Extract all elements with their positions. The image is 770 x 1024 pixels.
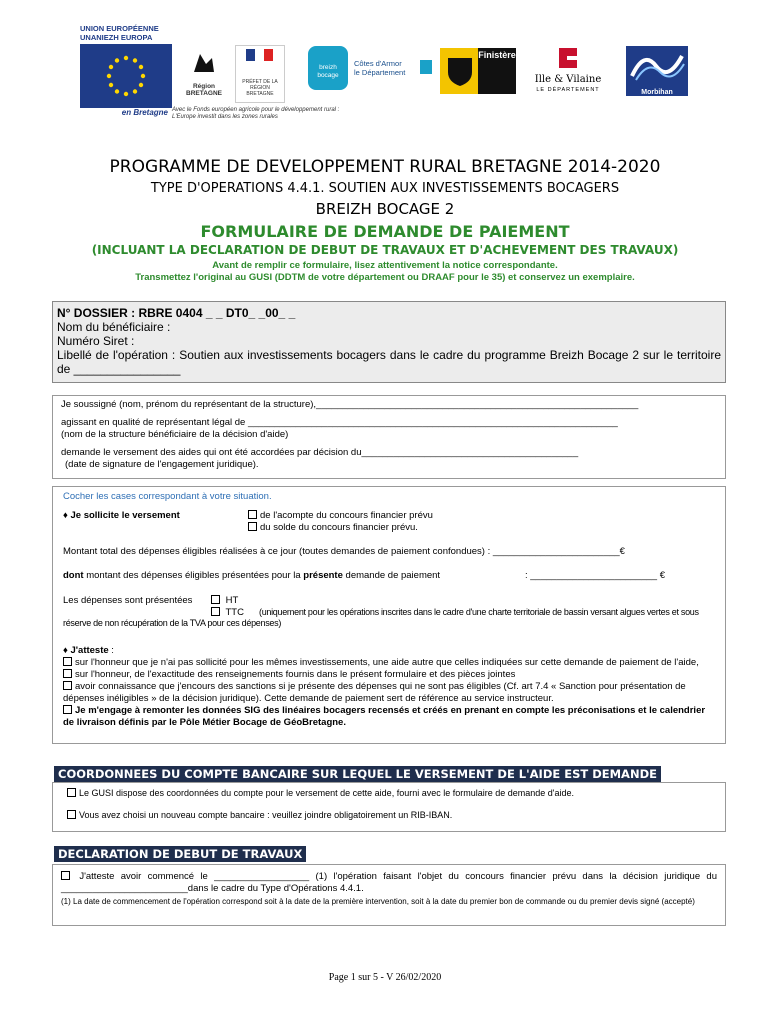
- situation-intro: Cocher les cases correspondant à votre situation.: [63, 491, 272, 502]
- morbihan-wave-icon: [626, 46, 688, 84]
- bank-section-title: COORDONNEES DU COMPTE BANCAIRE SUR LEQUEL LE VERSEMENT DE L'AIDE EST DEMANDE: [54, 766, 661, 782]
- cotes-armor-mark-icon: [420, 60, 432, 74]
- finistere-logo: Finistère: [478, 48, 516, 94]
- montant-total-line: Montant total des dépenses éligibles réalisées à ce jour (toutes demandes de paiement confondues) : ________________________€: [63, 546, 625, 557]
- ttc-detail: (uniquement pour les opérations inscrites dans le cadre d'une charte territoriale de bassin versant algues vertes et sous réserve de non récupération de la TVA pour ces dépenses): [63, 607, 699, 628]
- operation-label: Libellé de l'opération : Soutien aux investissements bocagers dans le cadre du programme Breizh Bocage 2 sur le territoire de ________________: [57, 348, 721, 376]
- atteste-title: ♦ J'atteste :: [63, 645, 114, 656]
- atteste-item-3[interactable]: avoir connaissance que j'encours des sanctions si je présente des dépenses qui ne sont pas éligibles (Cf. art 7.4 « Sanction pour présentation de dépenses inéligibles » de la décision juridique). Cette demande de paiement sert de référence au service instructeur.: [63, 681, 686, 704]
- page-footer: Page 1 sur 5 - V 26/02/2020: [328, 972, 442, 983]
- dont-montant-line: dont montant des dépenses éligibles présentées pour la présente demande de paiement: [63, 570, 441, 581]
- qualite-line: agissant en qualité de représentant légal de ______________________________________________________________________: [61, 417, 618, 428]
- atteste-list: [63, 657, 715, 729]
- identity-box: [52, 395, 726, 479]
- bank-option-existing[interactable]: Le GUSI dispose des coordonnées du compte pour le versement de cette aide, fourni avec le formulaire de demande d'aide.: [67, 788, 711, 799]
- region-bretagne-logo: Région BRETAGNE: [176, 48, 232, 100]
- ille-vilaine-sub: LE DÉPARTEMENT: [536, 87, 600, 93]
- atteste-checkbox-1[interactable]: [63, 657, 72, 666]
- ht-checkbox[interactable]: [211, 595, 220, 604]
- eu-caption: Avec le Fonds européen agricole pour le développement rural : L'Europe investit dans les zones rurales: [172, 107, 340, 120]
- eu-title: UNION EUROPÉENNE UNANIEZH EUROPA: [80, 24, 159, 42]
- atteste-item-2[interactable]: sur l'honneur, de l'exactitude des renseignements fournis dans le présent formulaire et des pièces jointes: [63, 669, 715, 681]
- soussigne-line: Je soussigné (nom, prénom du représentant de la structure),_____________________________________________________________: [61, 399, 639, 410]
- atteste-item-1[interactable]: sur l'honneur que je n'ai pas sollicité pour les mêmes investissements, une aide autre que celles indiquées sur cette demande de paiement de l'aide,: [63, 657, 715, 669]
- acompte-option[interactable]: de l'acompte du concours financier prévu: [248, 510, 433, 522]
- atteste-checkbox-3[interactable]: [63, 681, 72, 690]
- debut-atteste-line[interactable]: J'atteste avoir commencé le __________________ (1) l'opération faisant l'objet du concours financier prévu dans la décision juridique du ________________________dans le cadre du Type d'Opérations 4.4.1.: [61, 871, 717, 894]
- structure-hint: (nom de la structure bénéficiaire de la décision d'aide): [61, 429, 289, 440]
- beneficiaire-label: Nom du bénéficiaire :: [57, 320, 171, 334]
- program-title: PROGRAMME DE DEVELOPPEMENT RURAL BRETAGNE 2014-2020: [109, 157, 661, 177]
- acompte-checkbox[interactable]: [248, 510, 257, 519]
- atteste-item-4[interactable]: Je m'engage à remonter les données SIG des linéaires bocagers recensés et créés en prenant en compte les préconisations et le calendrier de livraison définis par le Pôle Métier Bocage de GéoBretagne.: [63, 705, 706, 728]
- eu-slogan: L'Europe s'engage en Bretagne: [97, 99, 168, 117]
- bank-existing-checkbox[interactable]: [67, 788, 76, 797]
- solde-checkbox[interactable]: [248, 522, 257, 531]
- debut-checkbox[interactable]: [61, 871, 70, 880]
- bank-new-checkbox[interactable]: [67, 810, 76, 819]
- dossier-number: N° DOSSIER : RBRE 0404 _ _ DT0_ _00_ _: [57, 306, 296, 320]
- finistere-shield-icon: [440, 48, 480, 94]
- debut-note: (1) La date de commencement de l'opération correspond soit à la date de la première intervention, soit à la date du premier bon de commande ou du premier devis signé (accepté): [61, 897, 695, 906]
- form-subtitle: (INCLUANT LA DECLARATION DE DEBUT DE TRAVAUX ET D'ACHEVEMENT DES TRAVAUX): [91, 243, 679, 257]
- depenses-label: Les dépenses sont présentées: [63, 595, 193, 606]
- bank-option-new[interactable]: Vous avez choisi un nouveau compte bancaire : veuillez joindre obligatoirement un RIB-IBAN.: [67, 810, 711, 821]
- morbihan-logo: Morbihan: [626, 46, 688, 96]
- breizh-bocage-logo: breizh bocage: [308, 46, 348, 90]
- ille-vilaine-mark-icon: [555, 44, 581, 72]
- decision-line: demande le versement des aides qui ont été accordées par décision du_________________________________________: [61, 447, 579, 458]
- form-title: FORMULAIRE DE DEMANDE DE PAIEMENT: [200, 222, 570, 241]
- debut-box: [52, 864, 726, 926]
- marianne-flag-icon: [236, 46, 284, 64]
- siret-label: Numéro Siret :: [57, 334, 135, 348]
- sollicite-label: ♦ Je sollicite le versement: [63, 510, 180, 521]
- breizh-bocage-heading: BREIZH BOCAGE 2: [315, 200, 455, 218]
- atteste-checkbox-4[interactable]: [63, 705, 72, 714]
- notice-line-1: Avant de remplir ce formulaire, lisez attentivement la notice correspondante.: [212, 260, 558, 271]
- region-bretagne-icon: [176, 48, 232, 78]
- ttc-option[interactable]: TTC: [211, 607, 244, 619]
- bank-box: [52, 782, 726, 832]
- solde-option[interactable]: du solde du concours financier prévu.: [248, 522, 418, 534]
- dossier-box: [52, 301, 726, 383]
- dont-montant-value: : ________________________ €: [525, 570, 666, 581]
- atteste-checkbox-2[interactable]: [63, 669, 72, 678]
- prefet-logo: PRÉFET DE LA RÉGION BRETAGNE: [235, 45, 285, 103]
- notice-line-2: Transmettez l'original au GUSI (DDTM de votre département ou DRAAF pour le 35) et conservez un exemplaire.: [135, 272, 635, 283]
- decision-hint: (date de signature de l'engagement juridique).: [65, 459, 259, 470]
- debut-section-title: DECLARATION DE DEBUT DE TRAVAUX: [54, 846, 306, 862]
- cotes-armor-logo: Côtes d'Armor le Département: [354, 59, 406, 77]
- situation-box: [52, 486, 726, 744]
- ht-option[interactable]: HT: [211, 595, 238, 607]
- operation-type: TYPE D'OPERATIONS 4.4.1. SOUTIEN AUX INVESTISSEMENTS BOCAGERS: [150, 181, 620, 196]
- ille-vilaine-logo: Ille & Vilaine: [534, 74, 602, 85]
